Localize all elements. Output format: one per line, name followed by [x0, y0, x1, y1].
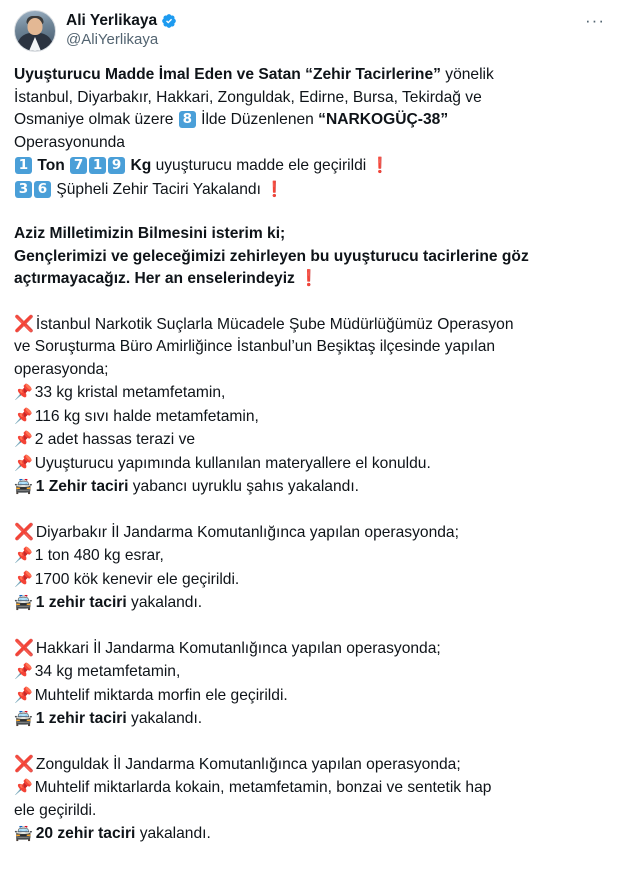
seizure-item-text: 1 ton 480 kg esrar, [34, 547, 164, 564]
seizure-item-text: 116 kg sıvı halde metamfetamin, [34, 407, 259, 425]
seizure-item [14, 684, 609, 708]
operation-header-line: Diyarbakır İl Jandarma Komutanlığınca yapılan operasyonda; [35, 523, 459, 541]
verified-badge-icon [161, 13, 177, 29]
stats-block [14, 154, 609, 201]
stat-digit: 3 [15, 181, 32, 198]
operation-block-istanbul [14, 313, 609, 499]
headline-line1-rest: yönelik [440, 66, 494, 83]
seizure-item [14, 544, 609, 568]
stat-row-suspects [14, 178, 609, 202]
spacer [14, 731, 609, 753]
pushpin-icon: 📌 [14, 685, 33, 704]
police-car-icon: 🚔 [14, 593, 33, 611]
pushpin-icon: 📌 [14, 569, 33, 588]
seizure-item [14, 452, 609, 476]
cross-mark-icon: ❌ [14, 521, 34, 541]
handle[interactable]: @AliYerlikaya [66, 31, 159, 49]
spacer [14, 499, 609, 521]
tweet-text [14, 58, 609, 846]
seizure-item [14, 660, 609, 684]
seizure-item [14, 568, 609, 592]
headline-line-2: İstanbul, Diyarbakır, Hakkari, Zonguldak, Edirne, Bursa, Tekirdağ ve [14, 88, 482, 106]
more-options-icon[interactable]: ··· [585, 11, 605, 30]
arrest-text: yakalandı. [126, 594, 203, 611]
arrest-text: yakalandı. [126, 710, 203, 727]
operation-block-zonguldak [14, 753, 609, 846]
display-name[interactable]: Ali Yerlikaya [66, 12, 158, 29]
operation-header-line: Hakkari İl Jandarma Komutanlığınca yapılan operasyonda; [35, 639, 441, 657]
pushpin-icon: 📌 [14, 406, 33, 425]
tweet-header [14, 10, 609, 58]
spacer [14, 615, 609, 637]
stat-row-weight [14, 154, 609, 178]
stat-weight-text: uyuşturucu madde ele geçirildi [151, 157, 371, 174]
arrest-text: yakalandı. [135, 825, 211, 842]
pushpin-icon: 📌 [14, 778, 33, 796]
headline-line-4: Operasyonunda [14, 133, 125, 151]
operation-header-line: Zonguldak İl Jandarma Komutanlığınca yapılan operasyonda; [35, 755, 461, 773]
exclamation-icon: ❗ [370, 156, 390, 174]
pushpin-icon: 📌 [14, 546, 33, 564]
arrest-line [14, 822, 609, 846]
stat-unit-ton: Ton [37, 157, 65, 174]
pushpin-icon: 📌 [14, 453, 33, 472]
arrest-line [14, 475, 609, 499]
headline-line1-bold: Uyuşturucu Madde İmal Eden ve Satan “Zehir Tacirlerine” [14, 66, 441, 83]
spacer [14, 291, 609, 313]
arrest-count: 1 zehir taciri [35, 710, 127, 727]
statement-line-2: Gençlerimizi ve geleceğimizi zehirleyen bu uyuşturucu tacirlerine göz [14, 247, 529, 265]
operation-block-hakkari [14, 637, 609, 731]
seizure-item-cont: ele geçirildi. [14, 801, 97, 819]
operation-header [14, 637, 609, 661]
headline-line-1 [14, 64, 609, 87]
author-names [66, 10, 571, 50]
stat-digit: 6 [34, 181, 51, 198]
pushpin-icon: 📌 [14, 662, 33, 680]
police-car-icon: 🚔 [14, 477, 33, 495]
stat-digit: 1 [15, 157, 32, 174]
seizure-item [14, 381, 609, 405]
headline-line3-a: Osmaniye olmak üzere [14, 111, 178, 128]
arrest-line [14, 591, 609, 615]
seizure-item-text: Uyuşturucu yapımında kullanılan materyallere el konuldu. [34, 454, 431, 472]
operation-header-line: ve Soruşturma Büro Amirliğince İstanbul’un Beşiktaş ilçesinde yapılan [14, 338, 496, 355]
headline-block [14, 64, 609, 154]
count-badge-provinces: 8 [179, 111, 196, 128]
statement-block [14, 223, 609, 291]
seizure-item-text: 2 adet hassas terazi ve [34, 431, 196, 448]
seizure-item-text: Muhtelif miktarda morfin ele geçirildi. [34, 686, 288, 704]
operation-header-line: İstanbul Narkotik Suçlarla Mücadele Şube Müdürlüğümüz Operasyon [35, 315, 514, 333]
seizure-item [14, 405, 609, 429]
stat-unit-kg: Kg [130, 157, 152, 174]
seizure-item-text: Muhtelif miktarlarda kokain, metamfetamin, bonzai ve sentetik hap [34, 779, 492, 796]
statement-line-3: açtırmayacağız. Her an enselerindeyiz ❗ [14, 270, 319, 287]
exclamation-icon: ❗ [265, 179, 284, 198]
stat-digit: 1 [89, 157, 106, 174]
arrest-count: 1 zehir taciri [35, 594, 127, 611]
stat-digit: 7 [70, 157, 87, 174]
pushpin-icon: 📌 [14, 430, 33, 448]
seizure-item [14, 776, 609, 800]
statement-line-1: Aziz Milletimizin Bilmesini isterim ki; [14, 225, 286, 242]
operation-header [14, 521, 609, 545]
operation-header [14, 313, 609, 337]
pushpin-icon: 📌 [14, 383, 33, 401]
police-car-icon: 🚔 [14, 709, 33, 727]
stat-digit: 9 [108, 157, 125, 174]
cross-mark-icon: ❌ [14, 637, 34, 657]
police-car-icon: 🚔 [14, 824, 33, 842]
operation-header [14, 753, 609, 777]
seizure-item-text: 33 kg kristal metamfetamin, [34, 384, 226, 401]
arrest-line [14, 707, 609, 731]
arrest-count: 20 zehir taciri [35, 825, 136, 842]
stat-suspects-text: Şüpheli Zehir Taciri Yakalandı [52, 180, 266, 198]
seizure-item-text: 34 kg metamfetamin, [34, 663, 181, 680]
arrest-count: 1 Zehir taciri [35, 478, 129, 495]
cross-mark-icon: ❌ [14, 753, 34, 773]
operation-block-diyarbakir [14, 521, 609, 615]
seizure-item [14, 428, 609, 452]
arrest-text: yabancı uyruklu şahıs yakalandı. [128, 478, 359, 495]
headline-line3-b: İlde Düzenlenen [196, 111, 319, 128]
display-name-row [66, 11, 571, 30]
spacer [14, 201, 609, 223]
operation-header-line: operasyonda; [14, 360, 109, 378]
headline-line-3 [14, 109, 609, 132]
seizure-item-text: 1700 kök kenevir ele geçirildi. [34, 570, 240, 588]
avatar[interactable] [14, 10, 56, 52]
cross-mark-icon: ❌ [14, 313, 34, 333]
operation-name: “NARKOGÜÇ-38” [318, 111, 449, 128]
